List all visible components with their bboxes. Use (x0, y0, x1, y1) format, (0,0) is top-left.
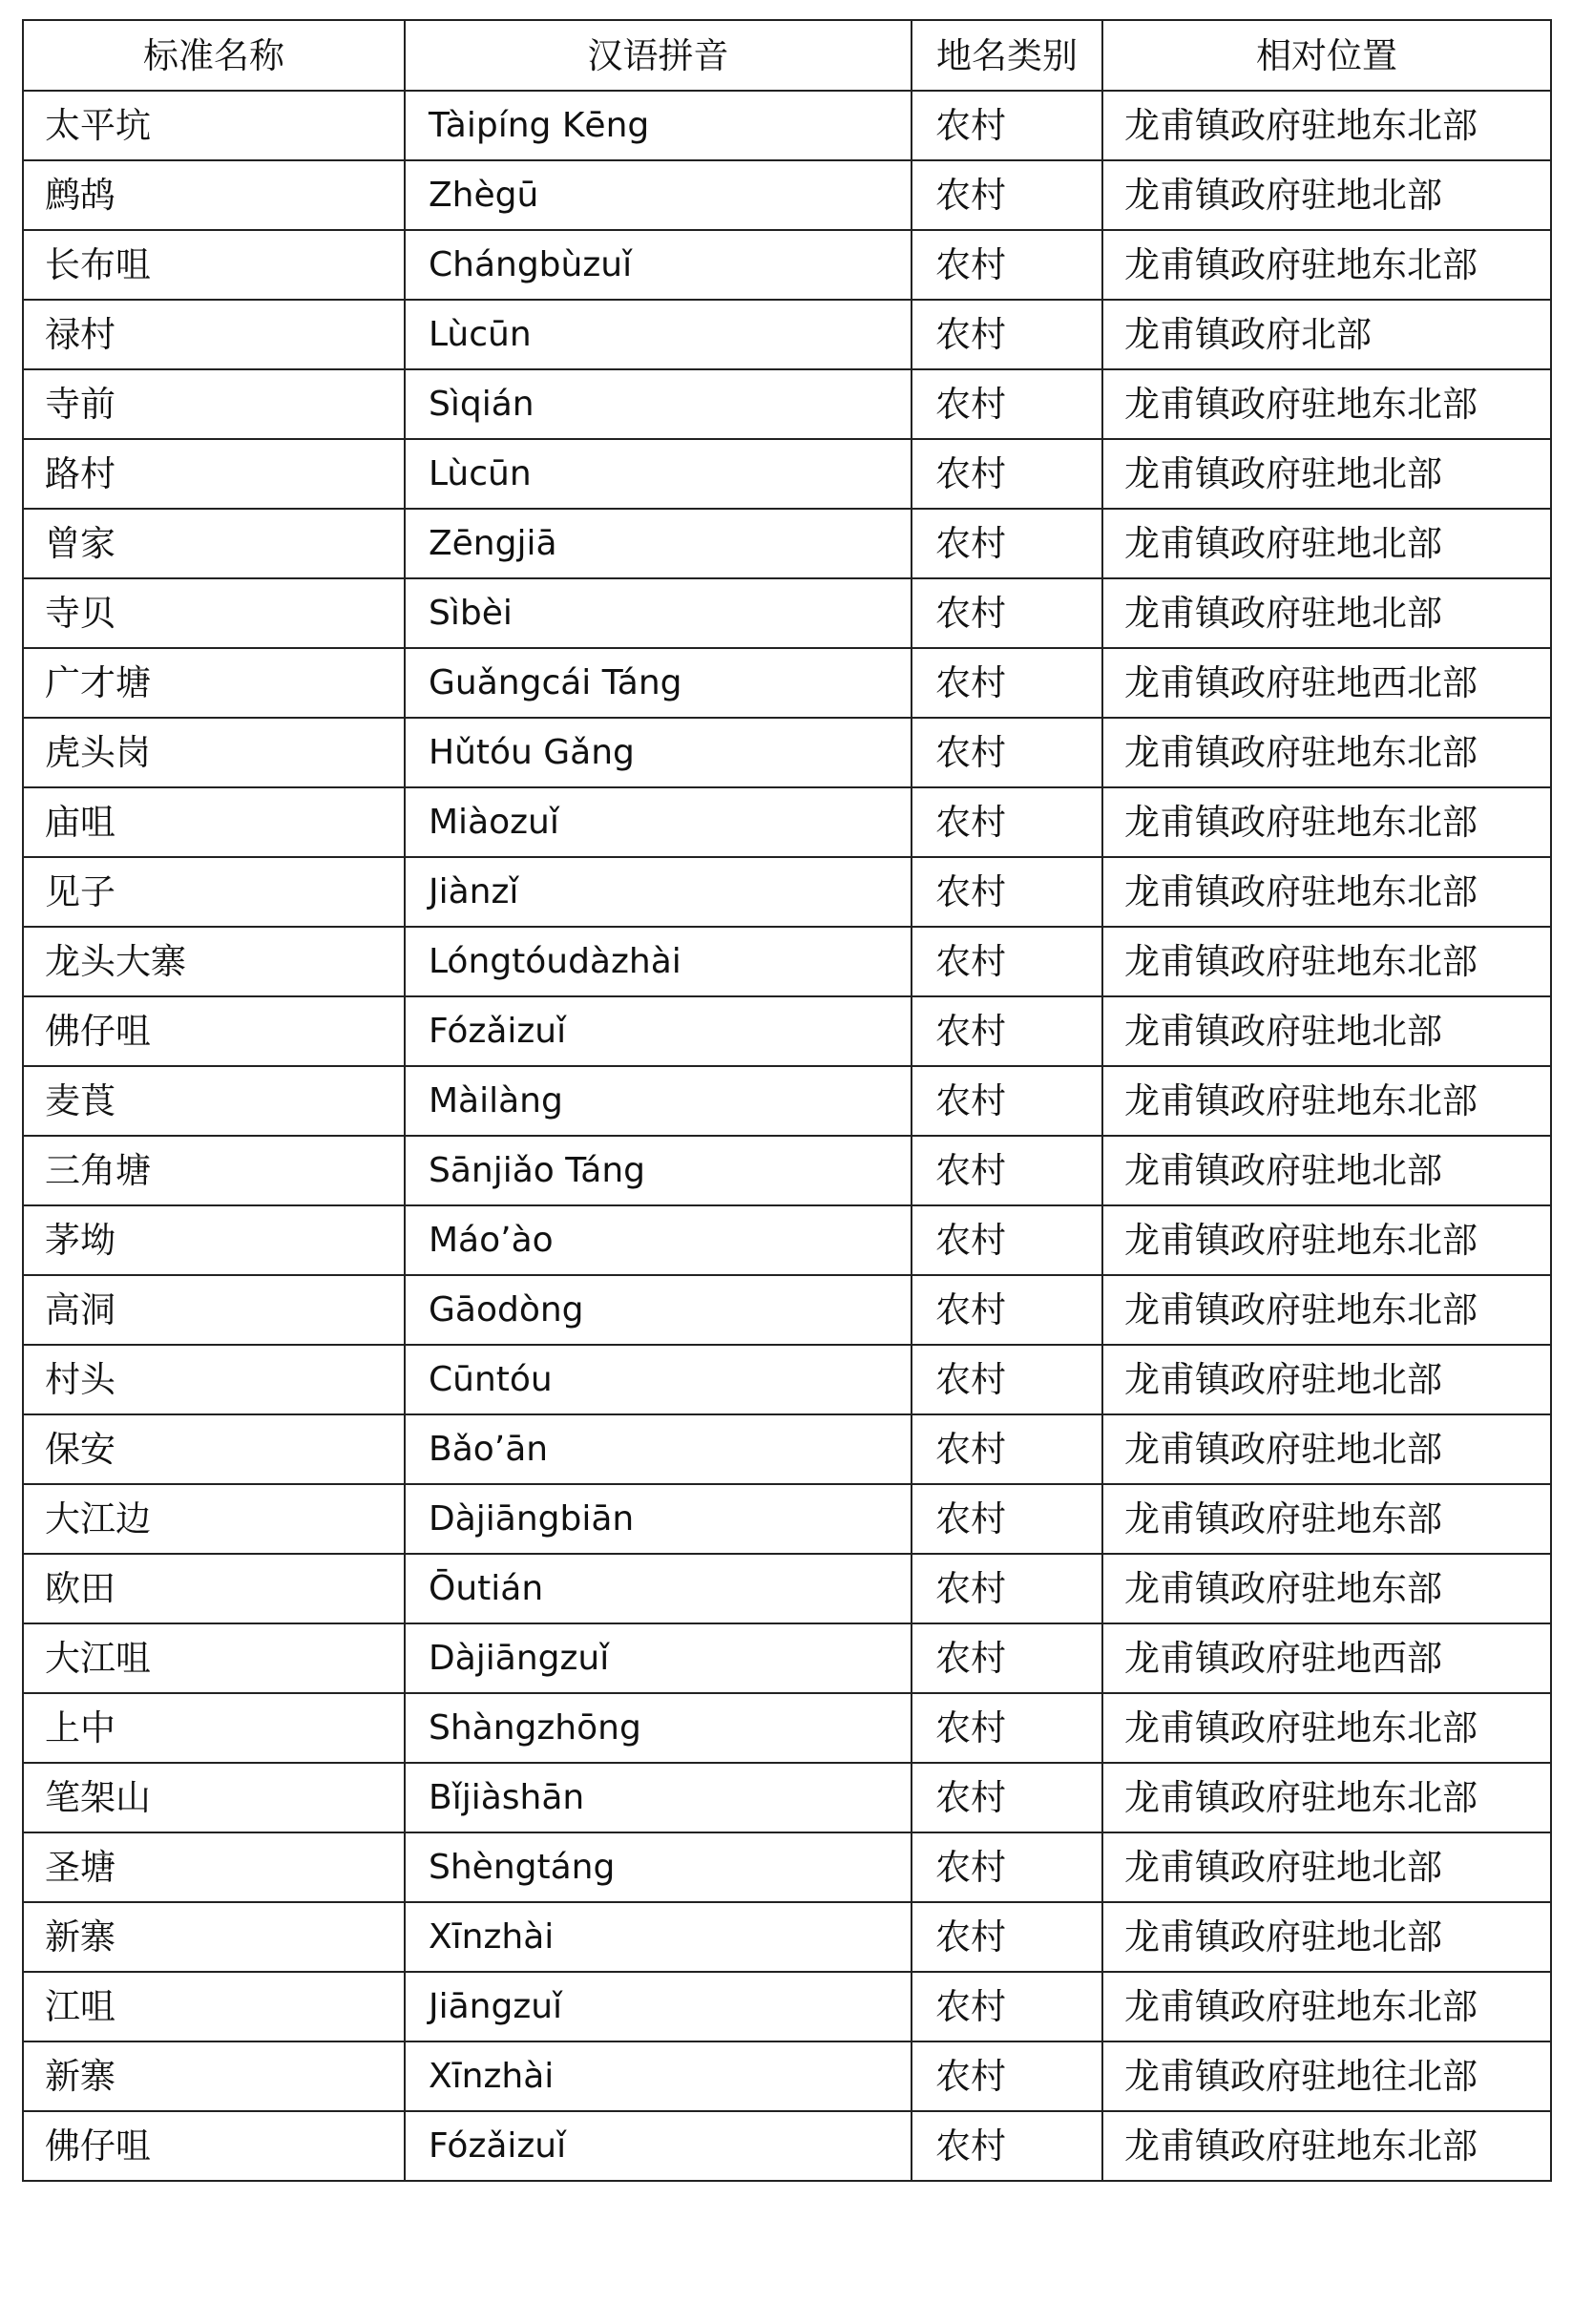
table-row (23, 230, 1551, 300)
table-row (23, 1205, 1551, 1275)
table-header (23, 20, 1551, 91)
cell-category: 农村 (912, 230, 1102, 300)
cell-category: 农村 (912, 1136, 1102, 1205)
cell-pinyin: Màilàng (405, 1066, 912, 1136)
cell-pinyin: Sìqián (405, 369, 912, 439)
cell-standard-name: 长布咀 (23, 230, 405, 300)
cell-relative-location: 龙甫镇政府驻地北部 (1102, 509, 1551, 578)
cell-standard-name: 保安 (23, 1414, 405, 1484)
cell-relative-location: 龙甫镇政府驻地往北部 (1102, 2041, 1551, 2111)
cell-relative-location: 龙甫镇政府驻地北部 (1102, 160, 1551, 230)
cell-standard-name: 寺前 (23, 369, 405, 439)
table-row (23, 439, 1551, 509)
cell-category: 农村 (912, 648, 1102, 718)
cell-category: 农村 (912, 1623, 1102, 1693)
table-row (23, 1275, 1551, 1345)
cell-category: 农村 (912, 927, 1102, 996)
cell-standard-name: 禄村 (23, 300, 405, 369)
cell-standard-name: 高洞 (23, 1275, 405, 1345)
cell-category: 农村 (912, 1275, 1102, 1345)
header-row (23, 20, 1551, 91)
cell-pinyin: Dàjiāngzuǐ (405, 1623, 912, 1693)
table-row (23, 509, 1551, 578)
cell-category: 农村 (912, 787, 1102, 857)
cell-standard-name: 茅坳 (23, 1205, 405, 1275)
table-row (23, 1414, 1551, 1484)
cell-standard-name: 笔架山 (23, 1763, 405, 1832)
cell-relative-location: 龙甫镇政府驻地西部 (1102, 1623, 1551, 1693)
cell-pinyin: Chángbùzuǐ (405, 230, 912, 300)
cell-pinyin: Hǔtóu Gǎng (405, 718, 912, 787)
cell-relative-location: 龙甫镇政府驻地东北部 (1102, 787, 1551, 857)
cell-category: 农村 (912, 1693, 1102, 1763)
cell-pinyin: Bǎo’ān (405, 1414, 912, 1484)
cell-pinyin: Zhègū (405, 160, 912, 230)
cell-pinyin: Zēngjiā (405, 509, 912, 578)
cell-category: 农村 (912, 439, 1102, 509)
cell-pinyin: Dàjiāngbiān (405, 1484, 912, 1554)
cell-relative-location: 龙甫镇政府驻地东北部 (1102, 230, 1551, 300)
cell-category: 农村 (912, 2041, 1102, 2111)
cell-standard-name: 鹧鸪 (23, 160, 405, 230)
cell-relative-location: 龙甫镇政府驻地北部 (1102, 1414, 1551, 1484)
cell-pinyin: Xīnzhài (405, 2041, 912, 2111)
table-row (23, 1972, 1551, 2041)
cell-category: 农村 (912, 1414, 1102, 1484)
cell-pinyin: Shàngzhōng (405, 1693, 912, 1763)
cell-standard-name: 曾家 (23, 509, 405, 578)
cell-standard-name: 新寨 (23, 2041, 405, 2111)
cell-pinyin: Máo’ào (405, 1205, 912, 1275)
cell-pinyin: Ōutián (405, 1554, 912, 1623)
cell-standard-name: 寺贝 (23, 578, 405, 648)
cell-category: 农村 (912, 857, 1102, 927)
table-row (23, 1902, 1551, 1972)
table-row (23, 1763, 1551, 1832)
cell-pinyin: Gāodòng (405, 1275, 912, 1345)
cell-pinyin: Fózǎizuǐ (405, 2111, 912, 2181)
cell-category: 农村 (912, 718, 1102, 787)
cell-pinyin: Bǐjiàshān (405, 1763, 912, 1832)
cell-relative-location: 龙甫镇政府北部 (1102, 300, 1551, 369)
cell-pinyin: Lùcūn (405, 300, 912, 369)
place-names-table (22, 19, 1552, 2182)
cell-category: 农村 (912, 160, 1102, 230)
cell-category: 农村 (912, 1902, 1102, 1972)
table-row (23, 996, 1551, 1066)
cell-category: 农村 (912, 1763, 1102, 1832)
cell-standard-name: 太平坑 (23, 91, 405, 160)
cell-relative-location: 龙甫镇政府驻地东北部 (1102, 369, 1551, 439)
cell-relative-location: 龙甫镇政府驻地东北部 (1102, 2111, 1551, 2181)
table-row (23, 2111, 1551, 2181)
cell-pinyin: Jiāngzuǐ (405, 1972, 912, 2041)
cell-standard-name: 村头 (23, 1345, 405, 1414)
cell-standard-name: 龙头大寨 (23, 927, 405, 996)
cell-pinyin: Cūntóu (405, 1345, 912, 1414)
cell-standard-name: 广才塘 (23, 648, 405, 718)
table-row (23, 927, 1551, 996)
cell-pinyin: Tàipíng Kēng (405, 91, 912, 160)
cell-relative-location: 龙甫镇政府驻地东北部 (1102, 1693, 1551, 1763)
cell-standard-name: 大江边 (23, 1484, 405, 1554)
header-standard-name: 标准名称 (23, 20, 405, 91)
cell-pinyin: Lùcūn (405, 439, 912, 509)
cell-pinyin: Sānjiǎo Táng (405, 1136, 912, 1205)
cell-standard-name: 江咀 (23, 1972, 405, 2041)
cell-category: 农村 (912, 1484, 1102, 1554)
cell-category: 农村 (912, 300, 1102, 369)
cell-standard-name: 路村 (23, 439, 405, 509)
table-row (23, 1623, 1551, 1693)
cell-relative-location: 龙甫镇政府驻地北部 (1102, 1345, 1551, 1414)
table-row (23, 91, 1551, 160)
cell-standard-name: 麦莨 (23, 1066, 405, 1136)
cell-standard-name: 庙咀 (23, 787, 405, 857)
cell-standard-name: 虎头岗 (23, 718, 405, 787)
table-row (23, 1693, 1551, 1763)
cell-category: 农村 (912, 369, 1102, 439)
header-pinyin: 汉语拼音 (405, 20, 912, 91)
cell-standard-name: 佛仔咀 (23, 2111, 405, 2181)
cell-relative-location: 龙甫镇政府驻地西北部 (1102, 648, 1551, 718)
table-body (23, 91, 1551, 2181)
table-row (23, 300, 1551, 369)
table-row (23, 160, 1551, 230)
cell-standard-name: 大江咀 (23, 1623, 405, 1693)
cell-standard-name: 欧田 (23, 1554, 405, 1623)
cell-standard-name: 上中 (23, 1693, 405, 1763)
cell-relative-location: 龙甫镇政府驻地东北部 (1102, 1205, 1551, 1275)
cell-standard-name: 见子 (23, 857, 405, 927)
cell-standard-name: 圣塘 (23, 1832, 405, 1902)
cell-relative-location: 龙甫镇政府驻地东北部 (1102, 718, 1551, 787)
cell-relative-location: 龙甫镇政府驻地北部 (1102, 439, 1551, 509)
cell-relative-location: 龙甫镇政府驻地北部 (1102, 1832, 1551, 1902)
cell-category: 农村 (912, 996, 1102, 1066)
header-category: 地名类别 (912, 20, 1102, 91)
cell-standard-name: 佛仔咀 (23, 996, 405, 1066)
table-row (23, 648, 1551, 718)
cell-relative-location: 龙甫镇政府驻地北部 (1102, 1902, 1551, 1972)
table-row (23, 1832, 1551, 1902)
cell-category: 农村 (912, 1066, 1102, 1136)
cell-relative-location: 龙甫镇政府驻地东北部 (1102, 927, 1551, 996)
cell-pinyin: Miàozuǐ (405, 787, 912, 857)
table-row (23, 787, 1551, 857)
cell-pinyin: Xīnzhài (405, 1902, 912, 1972)
cell-relative-location: 龙甫镇政府驻地北部 (1102, 996, 1551, 1066)
table-row (23, 1345, 1551, 1414)
table-row (23, 369, 1551, 439)
cell-relative-location: 龙甫镇政府驻地东北部 (1102, 1763, 1551, 1832)
table-row (23, 1554, 1551, 1623)
table-row (23, 2041, 1551, 2111)
cell-standard-name: 新寨 (23, 1902, 405, 1972)
cell-category: 农村 (912, 91, 1102, 160)
table-row (23, 1136, 1551, 1205)
cell-pinyin: Guǎngcái Táng (405, 648, 912, 718)
table-row (23, 578, 1551, 648)
cell-relative-location: 龙甫镇政府驻地东北部 (1102, 1972, 1551, 2041)
cell-pinyin: Lóngtóudàzhài (405, 927, 912, 996)
cell-category: 农村 (912, 1205, 1102, 1275)
cell-pinyin: Fózǎizuǐ (405, 996, 912, 1066)
cell-relative-location: 龙甫镇政府驻地东部 (1102, 1484, 1551, 1554)
cell-category: 农村 (912, 578, 1102, 648)
cell-standard-name: 三角塘 (23, 1136, 405, 1205)
cell-category: 农村 (912, 1972, 1102, 2041)
cell-relative-location: 龙甫镇政府驻地北部 (1102, 578, 1551, 648)
cell-relative-location: 龙甫镇政府驻地东北部 (1102, 857, 1551, 927)
cell-pinyin: Shèngtáng (405, 1832, 912, 1902)
table-row (23, 857, 1551, 927)
cell-pinyin: Sìbèi (405, 578, 912, 648)
header-relative-location: 相对位置 (1102, 20, 1551, 91)
table-row (23, 718, 1551, 787)
cell-category: 农村 (912, 1832, 1102, 1902)
table-row (23, 1066, 1551, 1136)
cell-category: 农村 (912, 1345, 1102, 1414)
cell-relative-location: 龙甫镇政府驻地东北部 (1102, 1275, 1551, 1345)
cell-relative-location: 龙甫镇政府驻地东北部 (1102, 91, 1551, 160)
cell-relative-location: 龙甫镇政府驻地东北部 (1102, 1066, 1551, 1136)
cell-category: 农村 (912, 509, 1102, 578)
cell-pinyin: Jiànzǐ (405, 857, 912, 927)
cell-relative-location: 龙甫镇政府驻地北部 (1102, 1136, 1551, 1205)
cell-category: 农村 (912, 2111, 1102, 2181)
cell-category: 农村 (912, 1554, 1102, 1623)
cell-relative-location: 龙甫镇政府驻地东部 (1102, 1554, 1551, 1623)
table-row (23, 1484, 1551, 1554)
